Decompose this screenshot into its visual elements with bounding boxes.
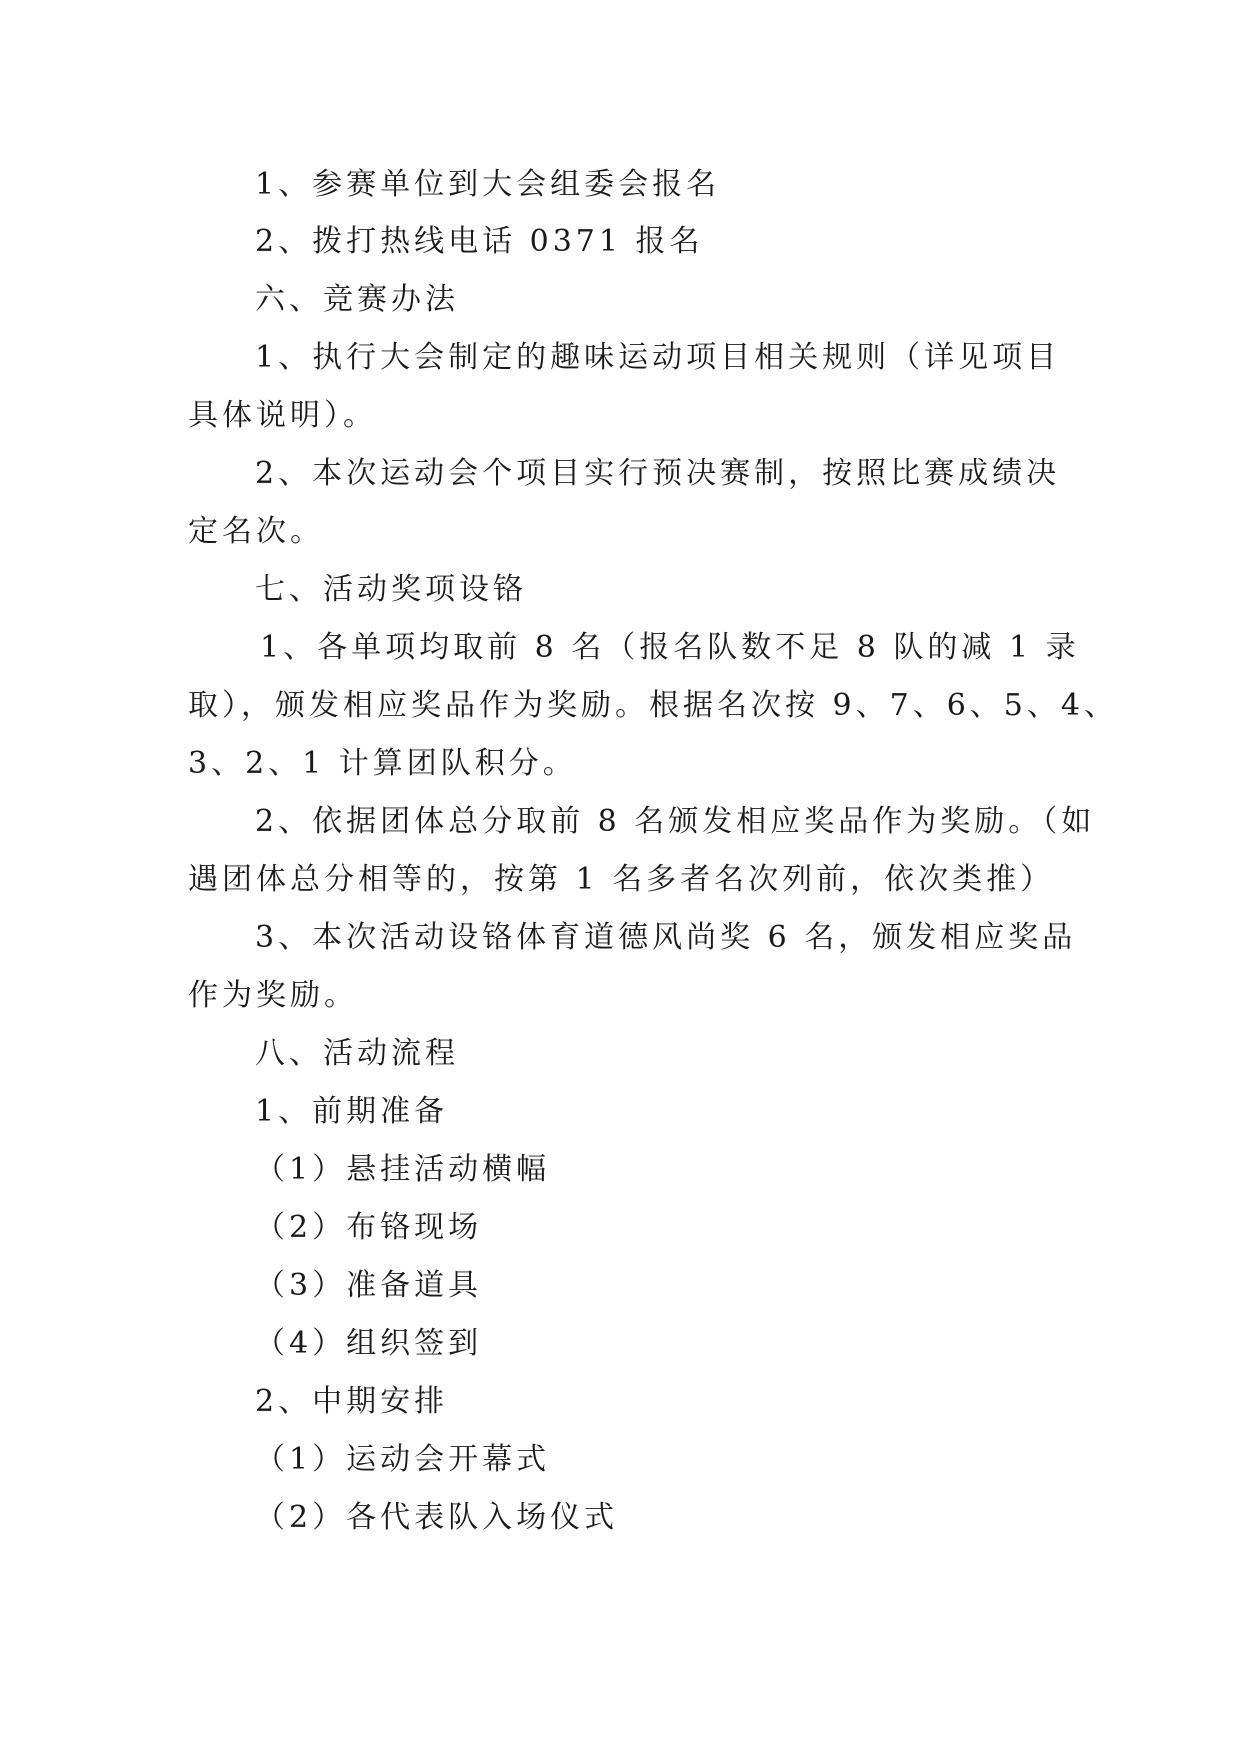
text-line: 3、2、1 计算团队积分。 [188,746,577,781]
text-line: 2、依据团体总分取前 8 名颁发相应奖品作为奖励。（如 [255,804,1096,839]
list-item: （2）布铬现场 [255,1210,483,1245]
text-line: 3、本次活动设铬体育道德风尚奖 6 名，颁发相应奖品 [255,920,1077,955]
text-line: 1、执行大会制定的趣味运动项目相关规则（详见项目 [255,340,1061,375]
list-item: （1）运动会开幕式 [255,1442,551,1477]
text-line: 2、拨打热线电话 0371 报名 [255,224,704,259]
text-line: 1、各单项均取前 8 名（报名队数不足 8 队的减 1 录 [260,630,1080,665]
text-line: 2、中期安排 [255,1384,449,1419]
section-heading: 六、竞赛办法 [255,282,459,317]
text-line: 具体说明）。 [188,398,377,433]
list-item: （1）悬挂活动横幅 [255,1152,551,1187]
list-item: （4）组织签到 [255,1326,483,1361]
text-line: 2、本次运动会个项目实行预决赛制，按照比赛成绩决 [255,456,1061,491]
section-heading: 七、活动奖项设铬 [255,572,527,607]
list-item: （3）准备道具 [255,1268,483,1303]
text-line: 1、前期准备 [255,1094,449,1129]
text-line: 遇团体总分相等的，按第 1 名多者名次列前，依次类推） [188,862,1055,897]
list-item: （2）各代表队入场仪式 [255,1500,619,1535]
text-line: 1、参赛单位到大会组委会报名 [255,167,721,202]
text-line: 取），颁发相应奖品作为奖励。根据名次按 9、7、6、5、4、 [188,688,1118,723]
text-line: 作为奖励。 [188,978,358,1013]
section-heading: 八、活动流程 [255,1036,459,1071]
text-line: 定名次。 [188,514,324,549]
